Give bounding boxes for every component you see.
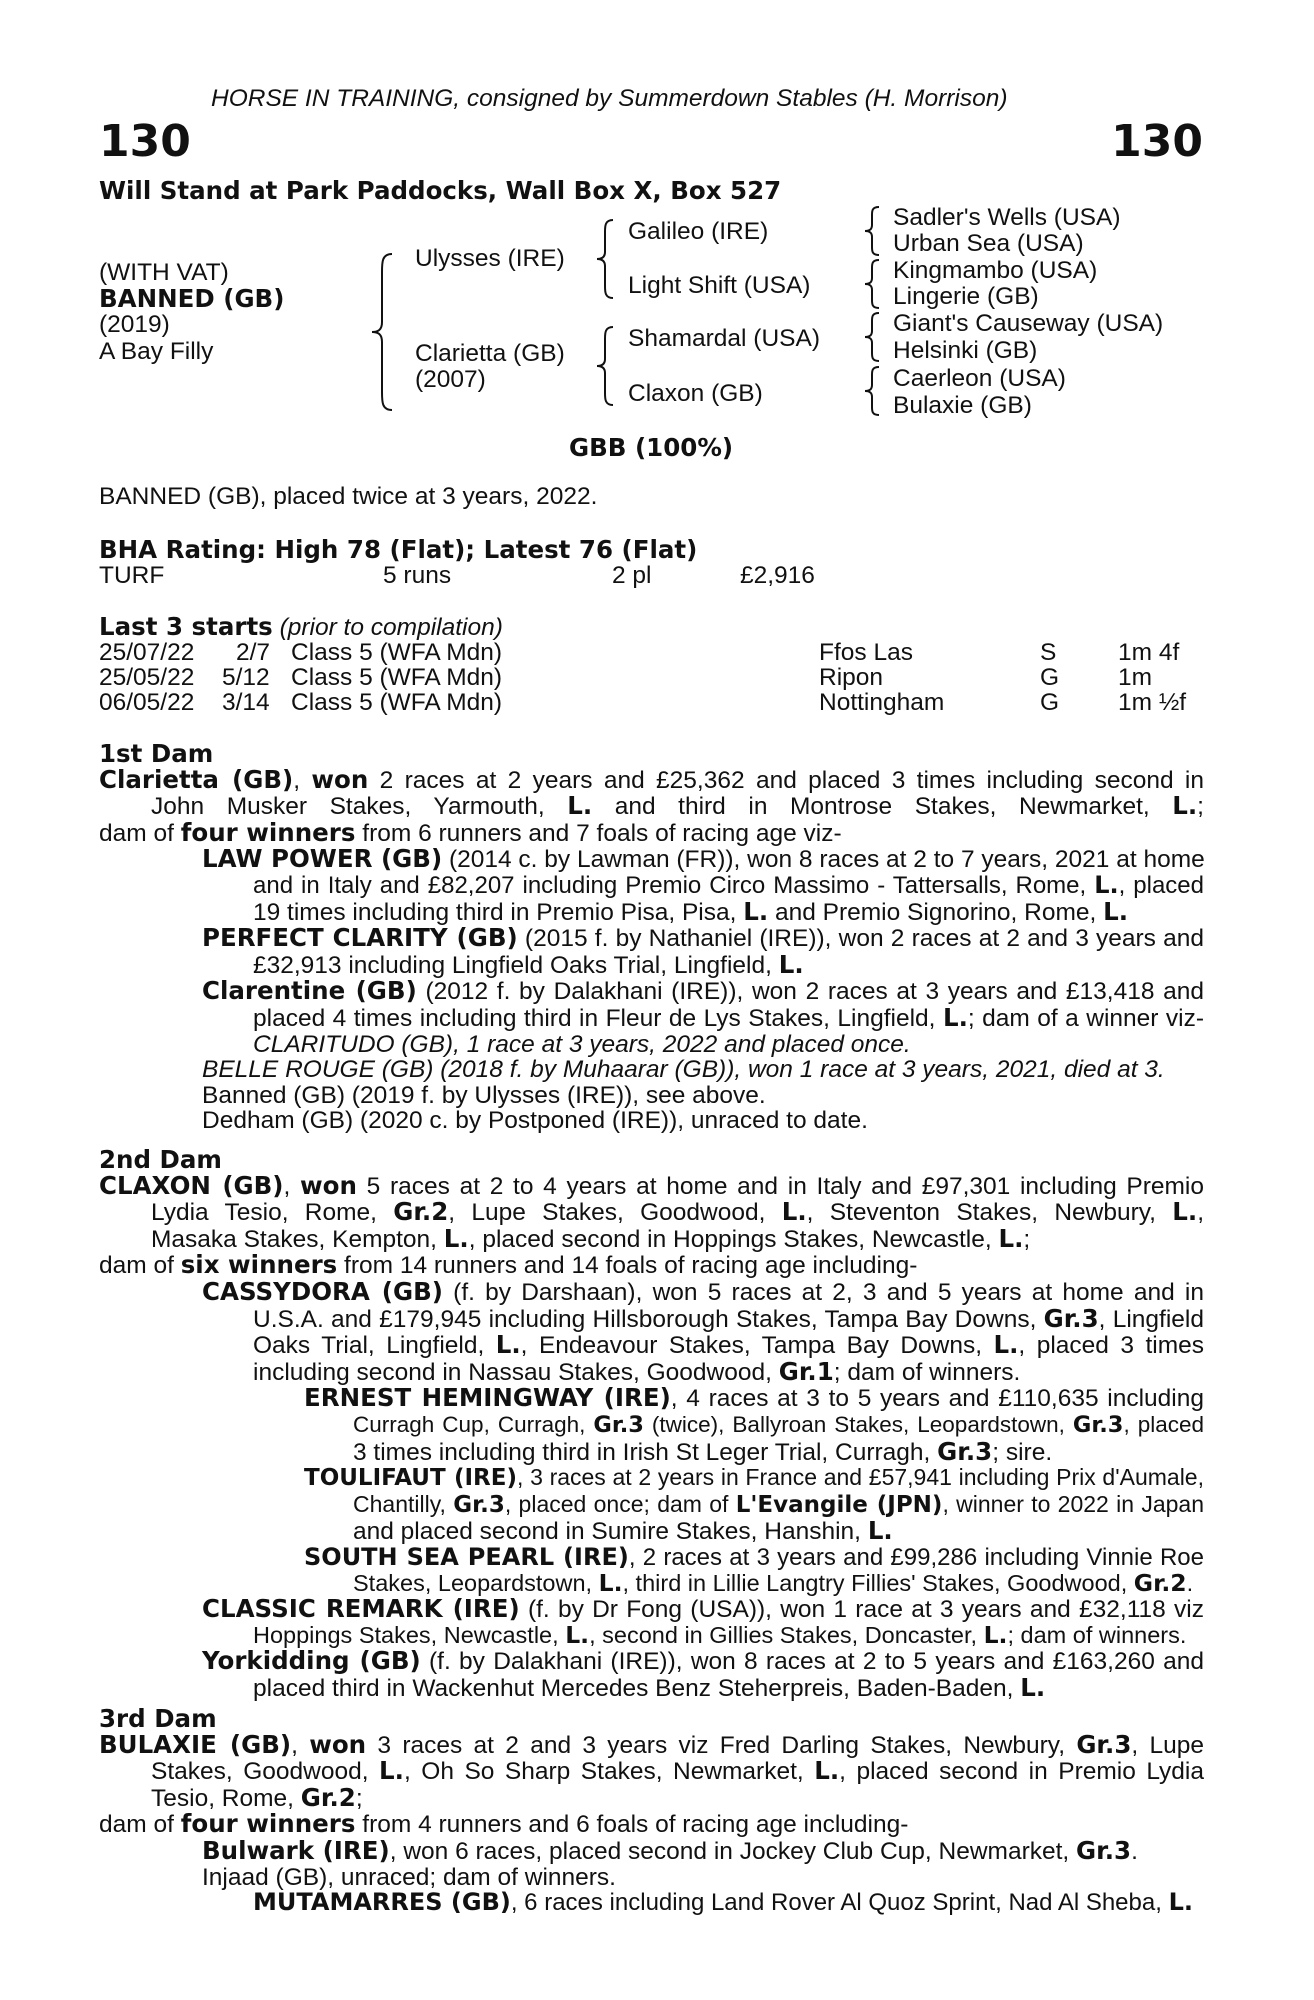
grand-offspring-line bbox=[99, 1568, 1204, 1597]
offspring-line bbox=[99, 870, 1204, 899]
text: , 3 races at 2 years in France and £57,941 including Prix d'Aumale, bbox=[516, 1464, 1204, 1491]
offspring-name: Yorkidding (GB) bbox=[202, 1646, 421, 1676]
gbb-percentage: GBB (100%) bbox=[569, 433, 734, 462]
pedigree-brace-main bbox=[368, 252, 398, 412]
rating-runs: 5 runs bbox=[383, 562, 452, 589]
text: 2 races at 2 years and £25,362 and placed 3 times including second in bbox=[368, 766, 1205, 794]
listed-mark: L. bbox=[598, 1568, 623, 1597]
offspring-name: CLASSIC REMARK (IRE) bbox=[202, 1594, 520, 1624]
start-course: Ffos Las bbox=[819, 639, 913, 666]
text: (f. by Darshaan), won 5 races at 2, 3 and 5 years at home and in bbox=[442, 1278, 1204, 1306]
start-going: G bbox=[1040, 689, 1060, 716]
pedigree-ggs-4: Lingerie (GB) bbox=[893, 283, 1039, 310]
start-distance: 1m ½f bbox=[1118, 689, 1187, 716]
start-position: 3/14 bbox=[222, 689, 270, 716]
pedigree-gs-1: Galileo (IRE) bbox=[628, 218, 769, 245]
listed-mark: L. bbox=[998, 1223, 1024, 1253]
second-dam-line bbox=[99, 1223, 1204, 1253]
listed-mark: L. bbox=[993, 1330, 1019, 1360]
summary-line: BANNED (GB), placed twice at 3 years, 2022. bbox=[99, 483, 598, 510]
text: (2015 f. by Nathaniel (IRE)), won 2 races at 2 and 3 years and bbox=[517, 925, 1204, 953]
offspring-name: L'Evangile (JPN) bbox=[735, 1491, 943, 1518]
listed-mark: L. bbox=[567, 791, 593, 821]
grand-offspring-line bbox=[99, 1412, 1204, 1439]
start-course: Ripon bbox=[819, 664, 884, 691]
group-mark: Gr.3 bbox=[1043, 1303, 1099, 1333]
second-dam-section bbox=[99, 1147, 1204, 1701]
listed-mark: L. bbox=[495, 1330, 521, 1360]
start-race: Class 5 (WFA Mdn) bbox=[291, 639, 503, 666]
text: 3 races at 2 and 3 years viz Fred Darling Stakes, Newbury, bbox=[366, 1731, 1077, 1759]
text: , placed bbox=[1118, 871, 1204, 899]
group-mark: Gr.3 bbox=[1072, 1411, 1124, 1438]
group-mark: Gr.2 bbox=[393, 1197, 449, 1227]
text: including second in Nassau Stakes, Goodwood, bbox=[253, 1358, 779, 1386]
group-mark: Gr.2 bbox=[300, 1782, 356, 1812]
text: , third in Lillie Langtry Fillies' Stakes, Goodwood, bbox=[622, 1569, 1134, 1596]
winners-count: four winners bbox=[180, 817, 356, 847]
grand-offspring-line bbox=[99, 1465, 1204, 1492]
text: , placed bbox=[1123, 1411, 1204, 1437]
text: ; dam of winners. bbox=[1007, 1621, 1187, 1648]
third-dam-heading: 3rd Dam bbox=[99, 1704, 217, 1733]
rating-earnings: £2,916 bbox=[740, 562, 815, 589]
listed-mark: L. bbox=[867, 1516, 893, 1546]
listed-mark: L. bbox=[379, 1756, 404, 1786]
offspring-name: SOUTH SEA PEARL (IRE) bbox=[304, 1542, 629, 1571]
text: , 6 races including Land Rover Al Quoz Sprint, Nad Al Sheba, bbox=[510, 1889, 1169, 1917]
group-mark: Gr.2 bbox=[1133, 1568, 1187, 1597]
text: ; bbox=[1023, 1225, 1031, 1253]
text: ; dam of winners. bbox=[833, 1358, 1021, 1386]
start-distance: 1m bbox=[1118, 664, 1153, 691]
text: , bbox=[283, 1172, 301, 1200]
first-dam-line bbox=[99, 764, 1205, 794]
second-dam-heading: 2nd Dam bbox=[99, 1145, 222, 1174]
offspring-line bbox=[99, 1002, 1204, 1032]
listed-mark: L. bbox=[814, 1756, 840, 1786]
text: Oaks Trial, Lingfield, bbox=[253, 1332, 496, 1360]
pedigree-ggs-8: Bulaxie (GB) bbox=[893, 392, 1032, 419]
group-mark: Gr.3 bbox=[1076, 1729, 1132, 1759]
listed-mark: L. bbox=[743, 896, 769, 926]
start-course: Nottingham bbox=[819, 689, 945, 716]
last-starts-note: (prior to compilation) bbox=[279, 614, 503, 641]
listed-mark: L. bbox=[1168, 1888, 1193, 1917]
text: , Endeavour Stakes, Tampa Bay Downs, bbox=[520, 1332, 994, 1360]
second-dam-line bbox=[99, 1170, 1204, 1200]
pedigree-brace-sire bbox=[593, 218, 619, 300]
rating-surface: TURF bbox=[99, 562, 165, 589]
vat-note: (WITH VAT) bbox=[99, 259, 229, 286]
pedigree-dam-year: (2007) bbox=[415, 366, 486, 393]
text: Lydia Tesio, Rome, bbox=[151, 1199, 394, 1227]
third-dam-section bbox=[99, 1706, 1204, 1916]
offspring-line bbox=[99, 1672, 1204, 1702]
start-date: 25/05/22 bbox=[99, 664, 195, 691]
first-dam-heading: 1st Dam bbox=[99, 739, 214, 768]
text: Masaka Stakes, Kempton, bbox=[151, 1225, 444, 1253]
text: and third in Montrose Stakes, Newmarket, bbox=[592, 793, 1173, 821]
third-dam-line bbox=[99, 1758, 1204, 1785]
text: , winner to 2022 in Japan bbox=[942, 1490, 1204, 1517]
pedigree-gs-4: Claxon (GB) bbox=[628, 380, 763, 407]
stand-location: Will Stand at Park Paddocks, Wall Box X, Box 527 bbox=[99, 176, 782, 205]
text: , placed second in Hoppings Stakes, Newcastle, bbox=[468, 1225, 999, 1253]
winners-count: four winners bbox=[180, 1809, 356, 1839]
pedigree-ggs-7: Caerleon (USA) bbox=[893, 365, 1066, 392]
second-dam-line bbox=[99, 1199, 1204, 1226]
listed-mark: L. bbox=[565, 1620, 590, 1649]
listed-mark: L. bbox=[1103, 896, 1129, 926]
text: from 6 runners and 7 foals of racing age viz- bbox=[355, 819, 842, 847]
second-dam-line bbox=[99, 1252, 1204, 1279]
start-going: S bbox=[1040, 639, 1057, 666]
text: ; bbox=[355, 1784, 363, 1812]
start-position: 2/7 bbox=[236, 639, 271, 666]
start-date: 06/05/22 bbox=[99, 689, 195, 716]
listed-mark: L. bbox=[778, 949, 804, 979]
listed-mark: L. bbox=[942, 1002, 968, 1032]
text: and Premio Signorino, Rome, bbox=[768, 898, 1104, 926]
lot-number-left: 130 bbox=[99, 116, 191, 167]
offspring-line bbox=[99, 949, 1204, 979]
last-starts-heading bbox=[99, 614, 503, 641]
text: , placed second in Premio Lydia bbox=[839, 1758, 1204, 1786]
listed-mark: L. bbox=[1172, 791, 1198, 821]
grand-offspring-line bbox=[99, 1436, 1204, 1466]
pedigree-brace-gs4 bbox=[862, 365, 884, 417]
start-position: 5/12 bbox=[222, 664, 270, 691]
first-dam-line bbox=[99, 793, 1204, 820]
offspring-line bbox=[99, 896, 1204, 926]
horse-year: (2019) bbox=[99, 311, 170, 338]
offspring-name: TOULIFAUT (IRE) bbox=[304, 1465, 517, 1492]
listed-mark: L. bbox=[781, 1197, 807, 1227]
offspring-line bbox=[99, 978, 1204, 1005]
text: , won 6 races, placed second in Jockey Club Cup, Newmarket, bbox=[389, 1837, 1077, 1865]
text: (f. by Dalakhani (IRE)), won 8 races at 2 to 5 years and £163,260 and bbox=[420, 1648, 1204, 1676]
horse-description: A Bay Filly bbox=[99, 338, 214, 365]
offspring-line: CLARITUDO (GB), 1 race at 3 years, 2022 and placed once. bbox=[253, 1030, 911, 1058]
start-going: G bbox=[1040, 664, 1060, 691]
text: from 14 runners and 14 foals of racing age including- bbox=[337, 1252, 918, 1280]
text: , placed once; dam of bbox=[504, 1490, 736, 1517]
text: 19 times including third in Premio Pisa, Pisa, bbox=[253, 898, 744, 926]
first-dam-line bbox=[99, 817, 1204, 847]
text: and placed second in Sumire Stakes, Hanshin, bbox=[353, 1518, 868, 1546]
pedigree-ggs-3: Kingmambo (USA) bbox=[893, 257, 1098, 284]
offspring-line bbox=[99, 1303, 1204, 1333]
listed-mark: L. bbox=[1172, 1197, 1198, 1227]
third-dam-line bbox=[99, 1729, 1204, 1759]
pedigree-brace-gs2 bbox=[862, 258, 884, 310]
pedigree-ggs-1: Sadler's Wells (USA) bbox=[893, 204, 1121, 231]
offspring-line bbox=[99, 1890, 1204, 1916]
text: dam of bbox=[99, 819, 181, 847]
dam-name: BULAXIE (GB) bbox=[99, 1729, 292, 1759]
start-race: Class 5 (WFA Mdn) bbox=[291, 689, 503, 716]
start-race: Class 5 (WFA Mdn) bbox=[291, 664, 503, 691]
group-mark: Gr.3 bbox=[593, 1411, 644, 1438]
pedigree-ggs-5: Giant's Causeway (USA) bbox=[893, 310, 1164, 337]
pedigree-sire: Ulysses (IRE) bbox=[415, 245, 565, 272]
text: , Oh So Sharp Stakes, Newmarket, bbox=[403, 1758, 815, 1786]
offspring-name: ERNEST HEMINGWAY (IRE) bbox=[304, 1383, 671, 1413]
text: (f. by Dr Fong (USA)), won 1 race at 3 years and £32,118 viz bbox=[519, 1596, 1204, 1624]
offspring-line bbox=[99, 1332, 1204, 1359]
pedigree-gs-2: Light Shift (USA) bbox=[628, 272, 811, 299]
text: , 4 races at 3 to 5 years and £110,635 including bbox=[670, 1385, 1204, 1413]
grand-offspring-line bbox=[99, 1385, 1204, 1412]
offspring-line: Injaad (GB), unraced; dam of winners. bbox=[202, 1863, 616, 1891]
text: , bbox=[1197, 1199, 1204, 1227]
horse-name: BANNED (GB) bbox=[99, 284, 285, 313]
start-distance: 1m 4f bbox=[1118, 639, 1180, 666]
text: (twice), Ballyroan Stakes, Leopardstown, bbox=[643, 1411, 1073, 1437]
offspring-line: Dedham (GB) (2020 c. by Postponed (IRE)), unraced to date. bbox=[202, 1107, 868, 1135]
text: U.S.A. and £179,945 including Hillsborough Stakes, Tampa Bay Downs, bbox=[253, 1305, 1044, 1333]
text: BELLE ROUGE (GB) (2018 f. by Muhaarar (GB)), won 1 race at 3 years, 2021, died at 3. bbox=[202, 1056, 1165, 1084]
lot-number-right: 130 bbox=[1111, 116, 1203, 167]
text: ; dam of a winner viz- bbox=[967, 1004, 1204, 1032]
group-mark: Gr.1 bbox=[778, 1356, 834, 1386]
offspring-name: Bulwark (IRE) bbox=[202, 1835, 390, 1865]
text: Hoppings Stakes, Newcastle, bbox=[253, 1621, 566, 1648]
text: 3 times including third in Irish St Leger Trial, Curragh, bbox=[353, 1438, 938, 1466]
text: , 2 races at 3 years and £99,286 including Vinnie Roe bbox=[628, 1543, 1204, 1571]
group-mark: Gr.3 bbox=[1076, 1835, 1132, 1865]
listed-mark: L. bbox=[983, 1620, 1008, 1649]
offspring-line bbox=[99, 1648, 1204, 1675]
rating-placed: 2 pl bbox=[612, 562, 652, 589]
pedigree-dam: Clarietta (GB) bbox=[415, 340, 565, 367]
text: dam of bbox=[99, 1252, 181, 1280]
grand-offspring-line bbox=[99, 1492, 1204, 1519]
pedigree-ggs-2: Urban Sea (USA) bbox=[893, 230, 1084, 257]
listed-mark: L. bbox=[443, 1223, 469, 1253]
first-dam-section bbox=[99, 741, 1204, 1134]
text: Stakes, Leopardstown, bbox=[353, 1569, 599, 1596]
grand-offspring-line bbox=[99, 1542, 1204, 1571]
text: , bbox=[293, 766, 312, 794]
won-label: won bbox=[309, 1729, 367, 1759]
pedigree-brace-dam bbox=[593, 325, 619, 407]
text: placed 4 times including third in Fleur de Lys Stakes, Lingfield, bbox=[253, 1004, 943, 1032]
text: ; sire. bbox=[992, 1438, 1053, 1466]
text: £32,913 including Lingfield Oaks Trial, Lingfield, bbox=[253, 951, 779, 979]
text: , placed 3 times bbox=[1018, 1332, 1204, 1360]
offspring-line bbox=[99, 1276, 1204, 1306]
text: . bbox=[1131, 1837, 1138, 1865]
text: Stakes, Goodwood, bbox=[151, 1758, 380, 1786]
offspring-line bbox=[99, 1356, 1204, 1386]
text: placed third in Wackenhut Mercedes Benz Steherpreis, Baden-Baden, bbox=[253, 1674, 1021, 1702]
text: , second in Gillies Stakes, Doncaster, bbox=[589, 1621, 984, 1648]
listed-mark: L. bbox=[1020, 1672, 1046, 1702]
pedigree-ggs-6: Helsinki (GB) bbox=[893, 337, 1038, 364]
last-starts-title: Last 3 starts bbox=[99, 612, 273, 641]
group-mark: Gr.3 bbox=[453, 1491, 505, 1518]
text: , Lingfield bbox=[1098, 1305, 1204, 1333]
won-label: won bbox=[311, 764, 369, 794]
text: . bbox=[1186, 1569, 1194, 1596]
text: , bbox=[291, 1731, 310, 1759]
pedigree-brace-gs3 bbox=[862, 311, 884, 363]
text: 5 races at 2 to 4 years at home and in Italy and £97,301 including Premio bbox=[356, 1172, 1204, 1200]
offspring-line bbox=[99, 846, 1204, 873]
offspring-line bbox=[99, 1835, 1204, 1865]
offspring-line: Banned (GB) (2019 f. by Ulysses (IRE)), see above. bbox=[202, 1081, 766, 1109]
offspring-name: LAW POWER (GB) bbox=[202, 844, 443, 874]
won-label: won bbox=[300, 1170, 357, 1200]
offspring-line bbox=[99, 925, 1204, 952]
text: (2014 c. by Lawman (FR)), won 8 races at 2 to 7 years, 2021 at home bbox=[442, 846, 1205, 874]
third-dam-line bbox=[99, 1811, 1204, 1838]
listed-mark: L. bbox=[1094, 870, 1119, 899]
text: ; bbox=[1197, 793, 1204, 821]
offspring-name: CASSYDORA (GB) bbox=[202, 1276, 443, 1306]
group-mark: Gr.3 bbox=[937, 1436, 993, 1466]
dam-name: CLAXON (GB) bbox=[99, 1170, 284, 1200]
dam-name: Clarietta (GB) bbox=[99, 764, 294, 794]
pedigree-brace-gs1 bbox=[862, 205, 884, 257]
start-date: 25/07/22 bbox=[99, 639, 195, 666]
text: John Musker Stakes, Yarmouth, bbox=[151, 793, 568, 821]
text: from 4 runners and 6 foals of racing age including- bbox=[355, 1811, 909, 1839]
offspring-name: Clarentine (GB) bbox=[202, 976, 417, 1006]
text: and in Italy and £82,207 including Premio Circo Massimo - Tattersalls, Rome, bbox=[253, 871, 1095, 899]
pedigree-gs-3: Shamardal (USA) bbox=[628, 325, 820, 352]
text: , Lupe Stakes, Goodwood, bbox=[448, 1199, 782, 1227]
text: Chantilly, bbox=[353, 1490, 454, 1517]
text: , Steventon Stakes, Newbury, bbox=[806, 1199, 1173, 1227]
rating-title: BHA Rating: High 78 (Flat); Latest 76 (Flat) bbox=[99, 535, 698, 564]
offspring-name: PERFECT CLARITY (GB) bbox=[202, 923, 518, 953]
text: (2012 f. by Dalakhani (IRE)), won 2 races at 3 years and £13,418 and bbox=[416, 978, 1204, 1006]
offspring-line bbox=[99, 1057, 1204, 1083]
winners-count: six winners bbox=[180, 1250, 338, 1280]
text: Tesio, Rome, bbox=[151, 1784, 301, 1812]
offspring-line bbox=[99, 1596, 1204, 1623]
offspring-name: MUTAMARRES (GB) bbox=[253, 1888, 511, 1917]
text: Curragh Cup, Curragh, bbox=[353, 1411, 594, 1437]
third-dam-line bbox=[99, 1782, 1204, 1812]
text: dam of bbox=[99, 1811, 181, 1839]
offspring-line bbox=[99, 1620, 1204, 1649]
text: , Lupe bbox=[1131, 1731, 1204, 1759]
consignment-line: HORSE IN TRAINING, consigned by Summerdown Stables (H. Morrison) bbox=[211, 85, 1008, 112]
grand-offspring-line bbox=[99, 1518, 1204, 1545]
